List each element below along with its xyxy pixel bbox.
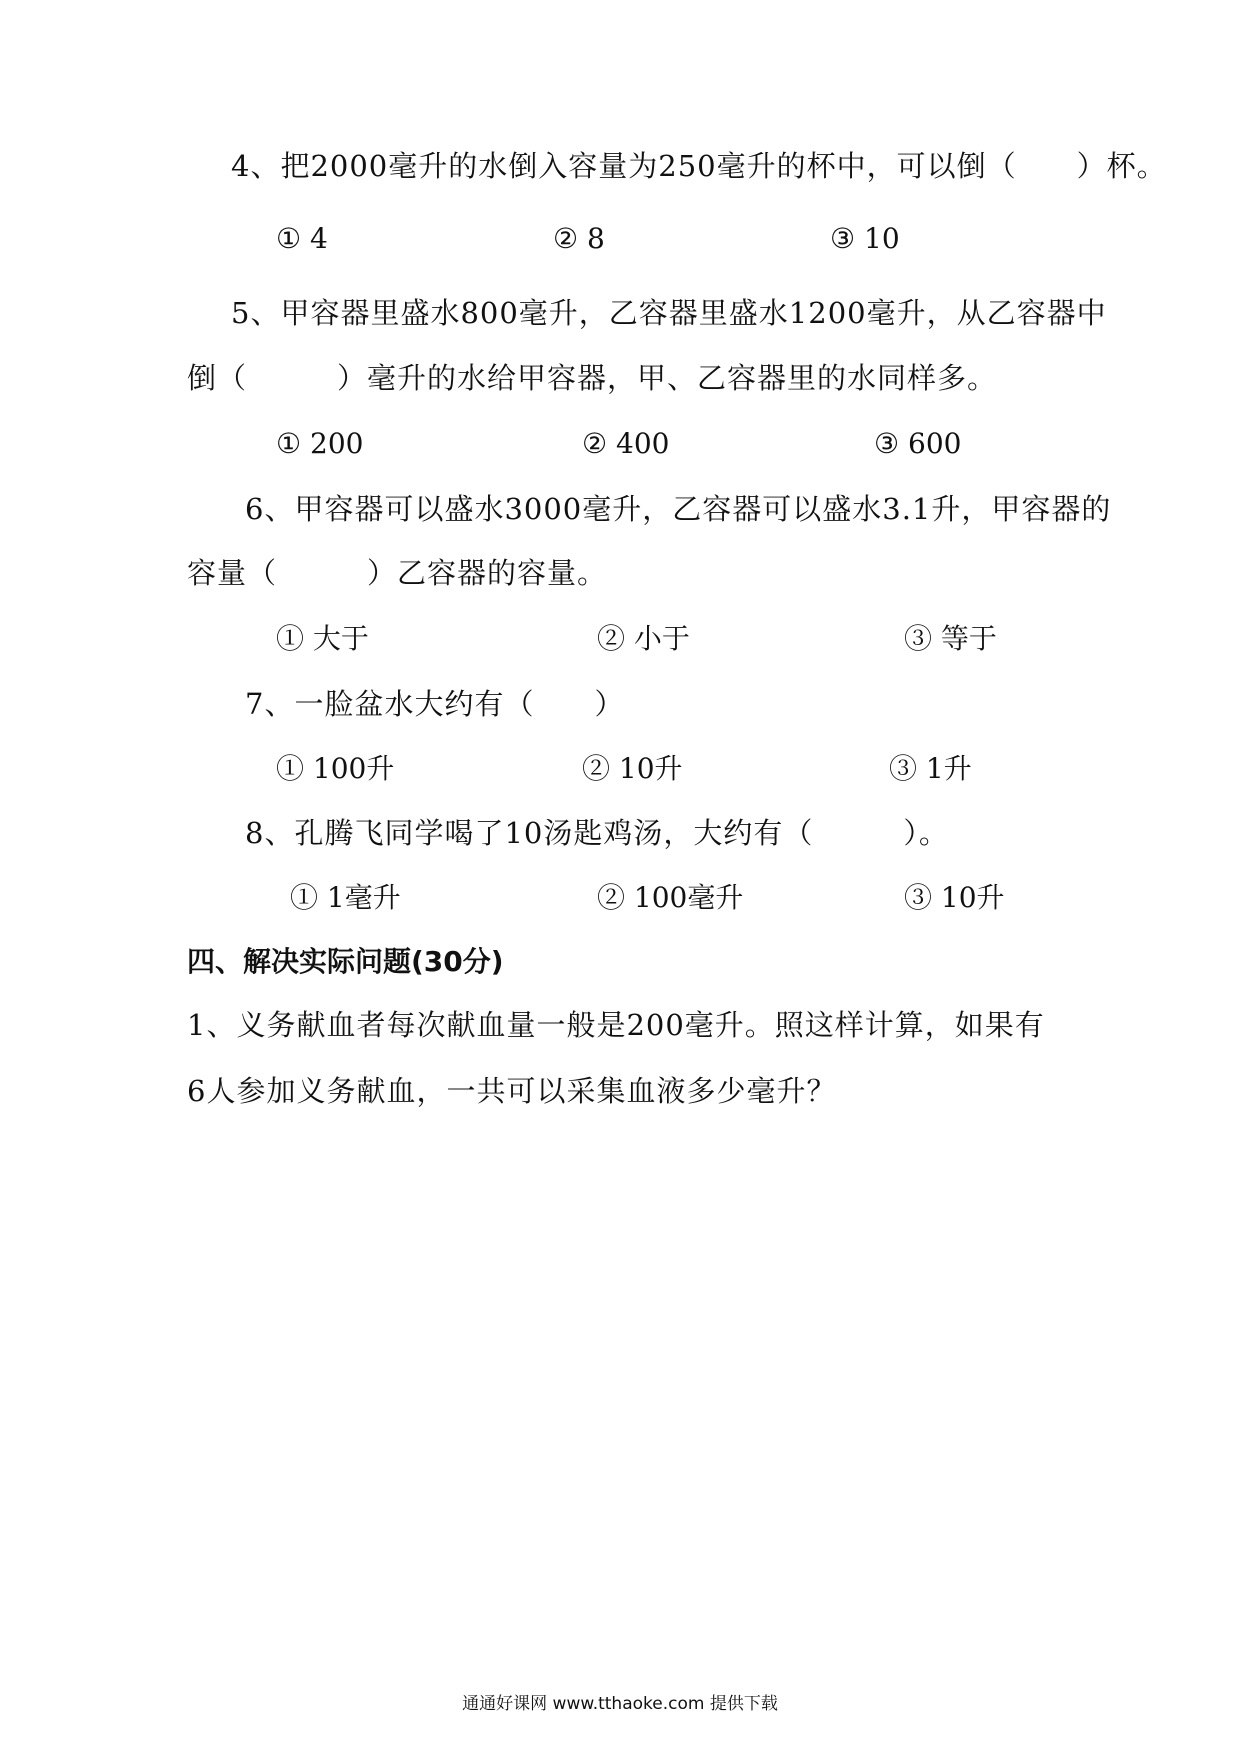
question-4-option-1: ① 4	[276, 222, 328, 255]
footer-source-note: 通通好课网 www.tthaoke.com 提供下载	[462, 1694, 778, 1714]
section-4-problem-1-line-2: 6人参加义务献血，一共可以采集血液多少毫升？	[187, 1074, 837, 1108]
question-7-option-1: ① 100升	[276, 752, 395, 785]
question-6-option-2: ② 小于	[597, 622, 690, 655]
question-7-text: 7、一脸盆水大约有（ ）	[245, 687, 625, 721]
question-7-option-2: ② 10升	[582, 752, 683, 785]
question-5-option-1: ① 200	[276, 427, 364, 460]
question-7-option-3: ③ 1升	[889, 752, 972, 785]
question-5-option-3: ③ 600	[874, 427, 962, 460]
question-5-option-2: ② 400	[582, 427, 670, 460]
question-5-text-line-2: 倒（ ）毫升的水给甲容器，甲、乙容器里的水同样多。	[187, 361, 998, 395]
question-4-text: 4、把2000毫升的水倒入容量为250毫升的杯中，可以倒（ ）杯。	[231, 149, 1167, 183]
section-4-problem-1-line-1: 1、义务献血者每次献血量一般是200毫升。照这样计算，如果有	[187, 1008, 1045, 1042]
question-6-option-3: ③ 等于	[904, 622, 997, 655]
question-6-text-line-2: 容量（ ）乙容器的容量。	[187, 556, 608, 590]
question-4-option-3: ③ 10	[830, 222, 900, 255]
question-6-option-1: ① 大于	[276, 622, 369, 655]
section-4-title: 四、解决实际问题(30分)	[187, 945, 504, 978]
question-4-option-2: ② 8	[553, 222, 605, 255]
question-8-option-2: ② 100毫升	[597, 881, 744, 914]
question-8-option-3: ③ 10升	[904, 881, 1005, 914]
question-8-text: 8、孔腾飞同学喝了10汤匙鸡汤，大约有（ ）。	[245, 816, 949, 850]
question-5-text-line-1: 5、甲容器里盛水800毫升，乙容器里盛水1200毫升，从乙容器中	[231, 296, 1107, 330]
question-8-option-1: ① 1毫升	[290, 881, 401, 914]
question-6-text-line-1: 6、甲容器可以盛水3000毫升，乙容器可以盛水3.1升，甲容器的	[245, 492, 1112, 526]
